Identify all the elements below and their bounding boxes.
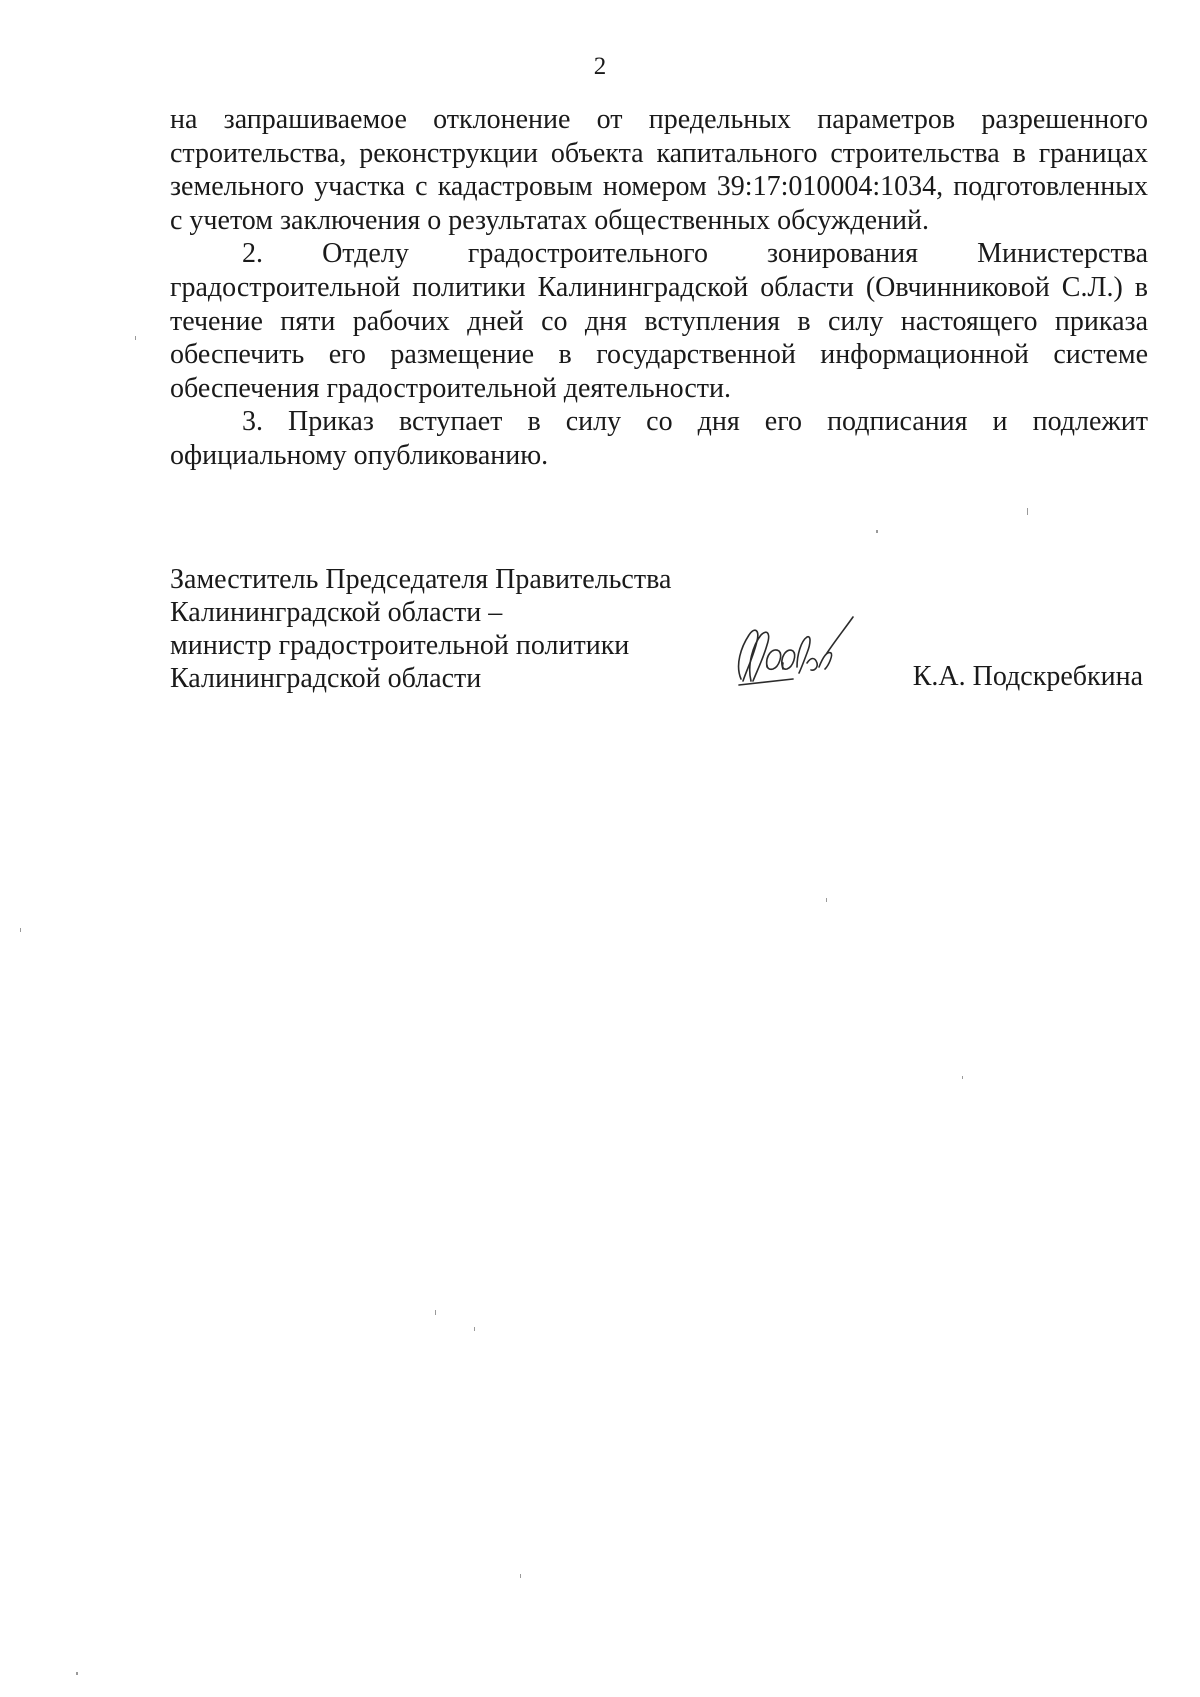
document-body — [170, 103, 1148, 473]
scan-speck — [826, 898, 827, 902]
page-number: 2 — [593, 53, 607, 80]
scan-speck — [962, 1076, 963, 1079]
scan-speck — [474, 1327, 475, 1331]
signer-name: К.А. Подскребкина — [912, 661, 1143, 692]
paragraph-item-2: 2. Отделу градостроительного зонирования Министерства градостроительной политики Калининградской области (Овчинниковой С.Л.) в течение пяти рабочих дней со дня вступления в силу настоящего приказа обеспечить его размещение в государственной информационной системе обеспечения градостроительной деятельности. — [170, 238, 1148, 404]
scan-speck — [135, 336, 136, 340]
scan-speck — [876, 530, 878, 533]
scan-speck — [20, 928, 21, 932]
signatory-title-line: Заместитель Председателя Правительства — [170, 564, 672, 595]
signatory-title-line: министр градостроительной политики — [170, 630, 630, 661]
scan-speck — [520, 1574, 521, 1578]
paragraph-continuation: на запрашиваемое отклонение от предельных параметров разрешенного строительства, реконструкции объекта капитального строительства в границах земельного участка с кадастровым номером 39:17:010004:1034, подготовленных с учетом заключения о результатах общественных обсуждений. — [170, 104, 1148, 236]
scan-speck — [1027, 508, 1028, 515]
signatory-title-line: Калининградской области — [170, 663, 482, 694]
paragraph-item-3: 3. Приказ вступает в силу со дня его подписания и подлежит официальному опубликованию. — [170, 406, 1148, 471]
scan-speck — [435, 1310, 436, 1315]
signatory-title-line: Калининградской области – — [170, 597, 503, 628]
scan-speck — [76, 1672, 78, 1675]
